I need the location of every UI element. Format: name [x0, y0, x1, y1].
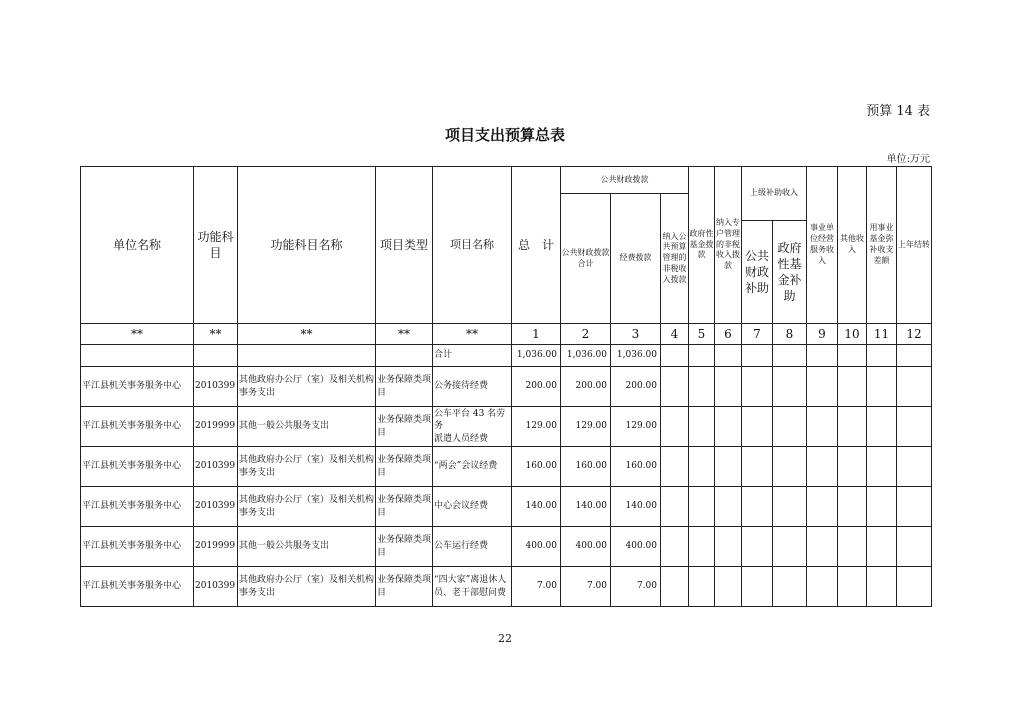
table-tag: 预算 14 表	[866, 104, 930, 119]
summary-cell	[896, 344, 932, 367]
index-cell: 6	[714, 323, 742, 345]
table-cell: 140.00	[610, 486, 661, 527]
table-cell: 其他政府办公厅（室）及相关机构 事务支出	[237, 566, 376, 607]
index-cell: 7	[741, 323, 773, 345]
table-cell: 7.00	[511, 566, 561, 607]
header-non-tax-income: 纳入公 共预算 管理的 非税收 入拨款	[660, 193, 689, 324]
table-cell	[866, 406, 897, 447]
table-cell: 140.00	[560, 486, 611, 527]
header-proj-type: 项目类型	[375, 166, 433, 324]
table-cell	[806, 406, 838, 447]
table-cell	[772, 366, 807, 407]
page-title: 项目支出预算总表	[444, 126, 565, 144]
table-cell	[896, 486, 932, 527]
header-other-income: 其他收 入	[837, 166, 867, 324]
table-cell	[866, 446, 897, 487]
table-cell	[837, 486, 867, 527]
table-cell	[660, 366, 689, 407]
table-cell: 2010399	[193, 566, 238, 607]
header-operating-funds: 经费拨款	[610, 193, 661, 324]
table-cell: 中心会议经费	[432, 486, 512, 527]
table-cell: 公车运行经费	[432, 526, 512, 567]
table-cell: 129.00	[610, 406, 661, 447]
table-cell: 400.00	[560, 526, 611, 567]
table-cell	[688, 446, 715, 487]
index-cell: 2	[560, 323, 611, 345]
table-cell: 业务保障类项 目	[375, 366, 433, 407]
summary-cell	[375, 344, 433, 367]
table-cell	[660, 446, 689, 487]
index-cell: **	[432, 323, 512, 345]
table-cell	[660, 526, 689, 567]
summary-cell	[660, 344, 689, 367]
index-cell: 10	[837, 323, 867, 345]
table-cell: 业务保障类项 目	[375, 566, 433, 607]
table-cell: 业务保障类项 目	[375, 406, 433, 447]
table-cell: “两会”会议经费	[432, 446, 512, 487]
table-cell: 其他政府办公厅（室）及相关机构 事务支出	[237, 366, 376, 407]
table-cell: 其他政府办公厅（室）及相关机构 事务支出	[237, 446, 376, 487]
header-upper-subsidy: 上级补助收入	[741, 166, 807, 221]
table-cell: 业务保障类项 目	[375, 486, 433, 527]
header-total: 总 计	[511, 166, 561, 324]
table-row: 平江县机关事务服务中心	[80, 526, 194, 567]
summary-cell: 1,036.00	[560, 344, 611, 367]
table-cell	[688, 406, 715, 447]
table-cell	[896, 446, 932, 487]
table-cell: 129.00	[560, 406, 611, 447]
table-cell	[837, 526, 867, 567]
table-cell: 2010399	[193, 446, 238, 487]
table-cell	[714, 566, 742, 607]
table-cell	[660, 566, 689, 607]
table-cell	[714, 406, 742, 447]
table-row: 平江县机关事务服务中心	[80, 366, 194, 407]
table-cell	[741, 446, 773, 487]
table-cell	[688, 366, 715, 407]
header-fund-gap: 用事业 基金弥 补收支 差额	[866, 166, 897, 324]
table-cell: 其他政府办公厅（室）及相关机构 事务支出	[237, 486, 376, 527]
index-cell: 1	[511, 323, 561, 345]
header-proj-name: 项目名称	[432, 166, 512, 324]
table-cell: 160.00	[610, 446, 661, 487]
table-cell	[660, 486, 689, 527]
table-cell	[896, 406, 932, 447]
summary-cell: 1,036.00	[511, 344, 561, 367]
header-public-finance: 公共财政拨款	[560, 166, 689, 194]
table-cell	[688, 566, 715, 607]
summary-cell	[741, 344, 773, 367]
table-cell: 7.00	[560, 566, 611, 607]
summary-cell	[866, 344, 897, 367]
page-number: 22	[498, 632, 512, 645]
table-cell	[714, 366, 742, 407]
table-cell: 200.00	[560, 366, 611, 407]
table-cell	[660, 406, 689, 447]
table-cell	[896, 366, 932, 407]
table-row: 平江县机关事务服务中心	[80, 406, 194, 447]
table-cell	[741, 406, 773, 447]
table-cell	[837, 366, 867, 407]
index-cell: 12	[896, 323, 932, 345]
summary-cell	[806, 344, 838, 367]
summary-cell	[714, 344, 742, 367]
summary-cell: 合计	[432, 344, 512, 367]
header-func-name: 功能科目名称	[237, 166, 376, 324]
table-cell: 200.00	[511, 366, 561, 407]
header-func-code: 功能科 目	[193, 166, 238, 324]
table-cell	[741, 566, 773, 607]
table-cell	[772, 406, 807, 447]
table-cell: 2010399	[193, 486, 238, 527]
table-cell	[688, 526, 715, 567]
table-cell: 160.00	[560, 446, 611, 487]
table-cell: 2019999	[193, 406, 238, 447]
table-cell: 140.00	[511, 486, 561, 527]
summary-cell	[80, 344, 194, 367]
index-cell: **	[193, 323, 238, 345]
index-cell: **	[375, 323, 433, 345]
table-cell	[866, 486, 897, 527]
index-cell: 5	[688, 323, 715, 345]
table-cell: 其他一般公共服务支出	[237, 406, 376, 447]
table-cell: 400.00	[511, 526, 561, 567]
table-cell: 业务保障类项 目	[375, 446, 433, 487]
unit-label: 单位:万元	[886, 154, 930, 165]
table-cell: 200.00	[610, 366, 661, 407]
header-public-finance-total: 公共财政拨款 合计	[560, 193, 611, 324]
table-cell	[772, 486, 807, 527]
table-cell: “四大家”离退休人 员、老干部慰问费	[432, 566, 512, 607]
table-cell	[806, 446, 838, 487]
index-cell: 9	[806, 323, 838, 345]
table-cell	[806, 526, 838, 567]
table-cell	[837, 406, 867, 447]
table-cell	[772, 526, 807, 567]
summary-cell	[237, 344, 376, 367]
table-cell: 公务接待经费	[432, 366, 512, 407]
table-cell	[714, 486, 742, 527]
index-cell: **	[237, 323, 376, 345]
table-cell	[714, 526, 742, 567]
table-cell: 2019999	[193, 526, 238, 567]
table-cell: 129.00	[511, 406, 561, 447]
table-cell	[866, 366, 897, 407]
index-cell: 4	[660, 323, 689, 345]
table-cell	[714, 446, 742, 487]
table-cell	[688, 486, 715, 527]
summary-cell	[772, 344, 807, 367]
header-unit-service: 事业单 位经营 服务收 入	[806, 166, 838, 324]
table-cell: 160.00	[511, 446, 561, 487]
summary-cell	[193, 344, 238, 367]
table-cell	[866, 526, 897, 567]
index-cell: 11	[866, 323, 897, 345]
table-cell: 业务保障类项 目	[375, 526, 433, 567]
table-cell	[772, 566, 807, 607]
header-unit-name: 单位名称	[80, 166, 194, 324]
summary-cell: 1,036.00	[610, 344, 661, 367]
table-cell	[741, 486, 773, 527]
table-cell: 公车平台 43 名劳务 派遣人员经费	[432, 406, 512, 447]
index-cell: **	[80, 323, 194, 345]
header-upper-public: 公共 财政 补助	[741, 220, 773, 324]
header-special-non-tax: 纳入专 户管理 的非税 收入拨 款	[714, 166, 742, 324]
header-upper-gov-fund: 政府 性基 金补 助	[772, 220, 807, 324]
table-cell	[806, 566, 838, 607]
table-row: 平江县机关事务服务中心	[80, 486, 194, 527]
header-gov-fund: 政府性 基金拨 款	[688, 166, 715, 324]
table-row: 平江县机关事务服务中心	[80, 566, 194, 607]
table-row: 平江县机关事务服务中心	[80, 446, 194, 487]
table-cell	[772, 446, 807, 487]
table-cell: 其他一般公共服务支出	[237, 526, 376, 567]
table-cell: 400.00	[610, 526, 661, 567]
summary-cell	[688, 344, 715, 367]
table-cell	[837, 446, 867, 487]
table-cell	[806, 366, 838, 407]
table-cell	[837, 566, 867, 607]
table-cell	[741, 526, 773, 567]
summary-cell	[837, 344, 867, 367]
index-cell: 3	[610, 323, 661, 345]
table-cell: 7.00	[610, 566, 661, 607]
table-cell	[896, 566, 932, 607]
table-cell	[806, 486, 838, 527]
table-cell: 2010399	[193, 366, 238, 407]
table-cell	[866, 566, 897, 607]
table-cell	[896, 526, 932, 567]
table-cell	[741, 366, 773, 407]
header-carryover: 上年结转	[896, 166, 932, 324]
index-cell: 8	[772, 323, 807, 345]
